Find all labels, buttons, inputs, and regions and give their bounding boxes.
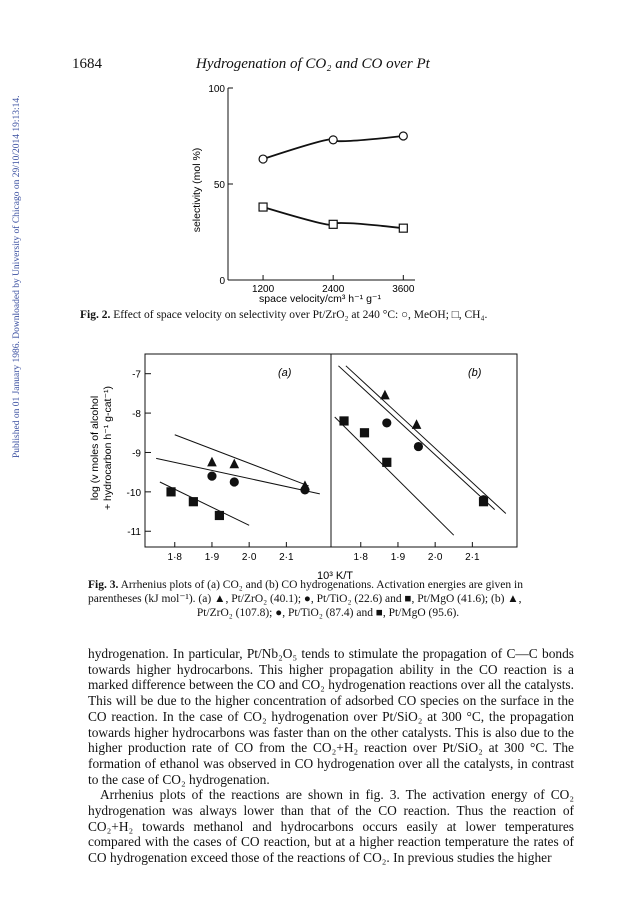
- fig3-a-xtick-label: 2·0: [241, 552, 257, 563]
- fig2-point-circle: [399, 132, 407, 140]
- fig2-point-square: [329, 220, 337, 228]
- fig2-ytick-label: 0: [219, 276, 225, 287]
- body-paragraph-2: Arrhenius plots of the reactions are shown in fig. 3. The activation energy of CO₂ hydrogenation was always lower than that of the CO reaction. Thus the reaction of CO₂+H₂ towards methanol and hydrocarbons occurs easily at lower temperatures compared with the cases of CO reaction, but at a higher reaction temperature the rates of CO hydrogenation exceed those of the reactions of CO₂. In previous studies the higher: [88, 787, 574, 866]
- fig3-ytick-label: -10: [126, 487, 141, 499]
- fig3-a-point-square: [189, 498, 197, 506]
- fig3-b-xtick-label: 1·9: [390, 552, 406, 563]
- fig3-b-point-circle: [414, 443, 422, 451]
- fig3-b-fit-square: [335, 417, 454, 535]
- fig3-caption-line1: [88, 578, 588, 592]
- fig3-a-point-square: [215, 511, 223, 519]
- fig3-b-point-triangle: [413, 420, 421, 428]
- fig2-point-square: [259, 203, 267, 211]
- fig3-caption-line2: parentheses (kJ mol⁻¹). (a) ▲, Pt/ZrO₂ (40.1); ●, Pt/TiO₂ (22.6) and ■, Pt/MgO (41.6); (b) ▲,: [88, 593, 522, 605]
- fig3-ytick-label: -11: [127, 527, 141, 539]
- fig3-chart: [80, 348, 530, 583]
- fig2-ytick-label: 50: [213, 180, 225, 191]
- body-paragraph-1: hydrogenation. In particular, Pt/Nb₂O₅ tends to stimulate the propagation of C—C bonds towards higher hydrocarbons. This higher propagation ability in the CO reaction is a marked difference between the CO and CO₂ hydrogenation reactions over all the catalysts. This will be due to the higher concentration of adsorbed CO species on the surface in the CO reaction. In the case of CO₂ hydrogenation over Pt/SiO₂ at 300 °C, the propagation towards higher hydrocarbons was faster than on the other catalysts. This is also due to the higher production rate of CO from the CO₂+H₂ reaction over Pt/SiO₂ at 300 °C. The formation of ethanol was observed in CO hydrogenation over all the catalysts, in contrast to the case of CO₂ hydrogenation.: [88, 646, 574, 787]
- fig3-ylabel-line2: + hydrocarbon h⁻¹ g-cat⁻¹): [102, 385, 114, 511]
- fig3-a-fit-circle: [156, 458, 320, 493]
- fig2-caption-text: Effect of space velocity on selectivity over Pt/ZrO₂ at 240 °C: ○, MeOH; □, CH₄.: [110, 309, 488, 321]
- body-text: [88, 646, 574, 866]
- fig3-a-point-circle: [301, 486, 309, 494]
- fig3-caption-label: Fig. 3.: [88, 579, 119, 591]
- fig3-a-point-triangle: [230, 460, 238, 468]
- fig2-xtick-label: 3600: [392, 284, 415, 295]
- fig3-panel-b-label: (b): [468, 367, 482, 379]
- fig2-ytick-label: 100: [208, 84, 225, 95]
- fig3-xlabel: 10³ K/T: [316, 570, 354, 582]
- download-side-note: Published on 01 January 1986. Downloaded by University of Chicago on 29/10/2014 19:13:14.: [12, 95, 22, 458]
- fig2-caption: [80, 308, 580, 322]
- fig3-b-point-square: [340, 417, 348, 425]
- fig2-point-square: [399, 224, 407, 232]
- fig3-b-point-circle: [383, 419, 391, 427]
- fig3-a-point-circle: [230, 478, 238, 486]
- fig3-a-xtick-label: 1·8: [167, 552, 182, 563]
- fig3-b-fit-circle: [338, 366, 494, 510]
- fig2-chart: [180, 80, 420, 305]
- fig2-xlabel: space velocity/cm³ h⁻¹ g⁻¹: [259, 293, 381, 305]
- fig3-a-point-triangle: [208, 458, 216, 466]
- fig3-a-point-square: [167, 488, 175, 496]
- fig2-ylabel: selectivity (mol %): [191, 147, 203, 233]
- fig3-a-xtick-label: 2·1: [279, 552, 294, 563]
- page-number: 1684: [72, 56, 102, 72]
- fig3-ytick-label: -7: [132, 369, 141, 381]
- running-head: Hydrogenation of CO₂ and CO over Pt: [196, 56, 430, 72]
- fig3-caption-line1-text: Arrhenius plots of (a) CO₂ and (b) CO hydrogenations. Activation energies are given in: [118, 579, 523, 591]
- fig3-a-point-circle: [208, 472, 216, 480]
- fig3-b-point-square: [360, 429, 368, 437]
- fig3-caption: [88, 578, 588, 620]
- fig3-ytick-label: -9: [132, 448, 141, 460]
- fig2-xtick-label: 2400: [322, 284, 345, 295]
- fig2-point-circle: [329, 136, 337, 144]
- fig3-b-xtick-label: 2·0: [427, 552, 443, 563]
- fig3-b-point-triangle: [381, 391, 389, 399]
- fig3-a-xtick-label: 1·9: [204, 552, 220, 563]
- fig2-xtick-label: 1200: [251, 284, 275, 295]
- fig2-caption-label: Fig. 2.: [80, 309, 111, 321]
- fig3-b-point-square: [480, 498, 488, 506]
- fig3-b-fit-triangle: [346, 366, 506, 514]
- fig3-panel-a-label: (a): [278, 367, 292, 379]
- fig3-ytick-label: -8: [132, 409, 141, 421]
- fig3-ylabel-line1: log (v moles of alcohol: [89, 395, 101, 501]
- fig3-a-fit-triangle: [175, 435, 309, 486]
- fig3-caption-line3: Pt/ZrO₂ (107.8); ●, Pt/TiO₂ (87.4) and ■, Pt/MgO (95.6).: [196, 607, 460, 619]
- fig2-point-circle: [259, 155, 267, 163]
- fig3-b-xtick-label: 1·8: [353, 552, 368, 563]
- fig3-b-xtick-label: 2·1: [465, 552, 480, 563]
- fig3-b-point-square: [383, 458, 391, 466]
